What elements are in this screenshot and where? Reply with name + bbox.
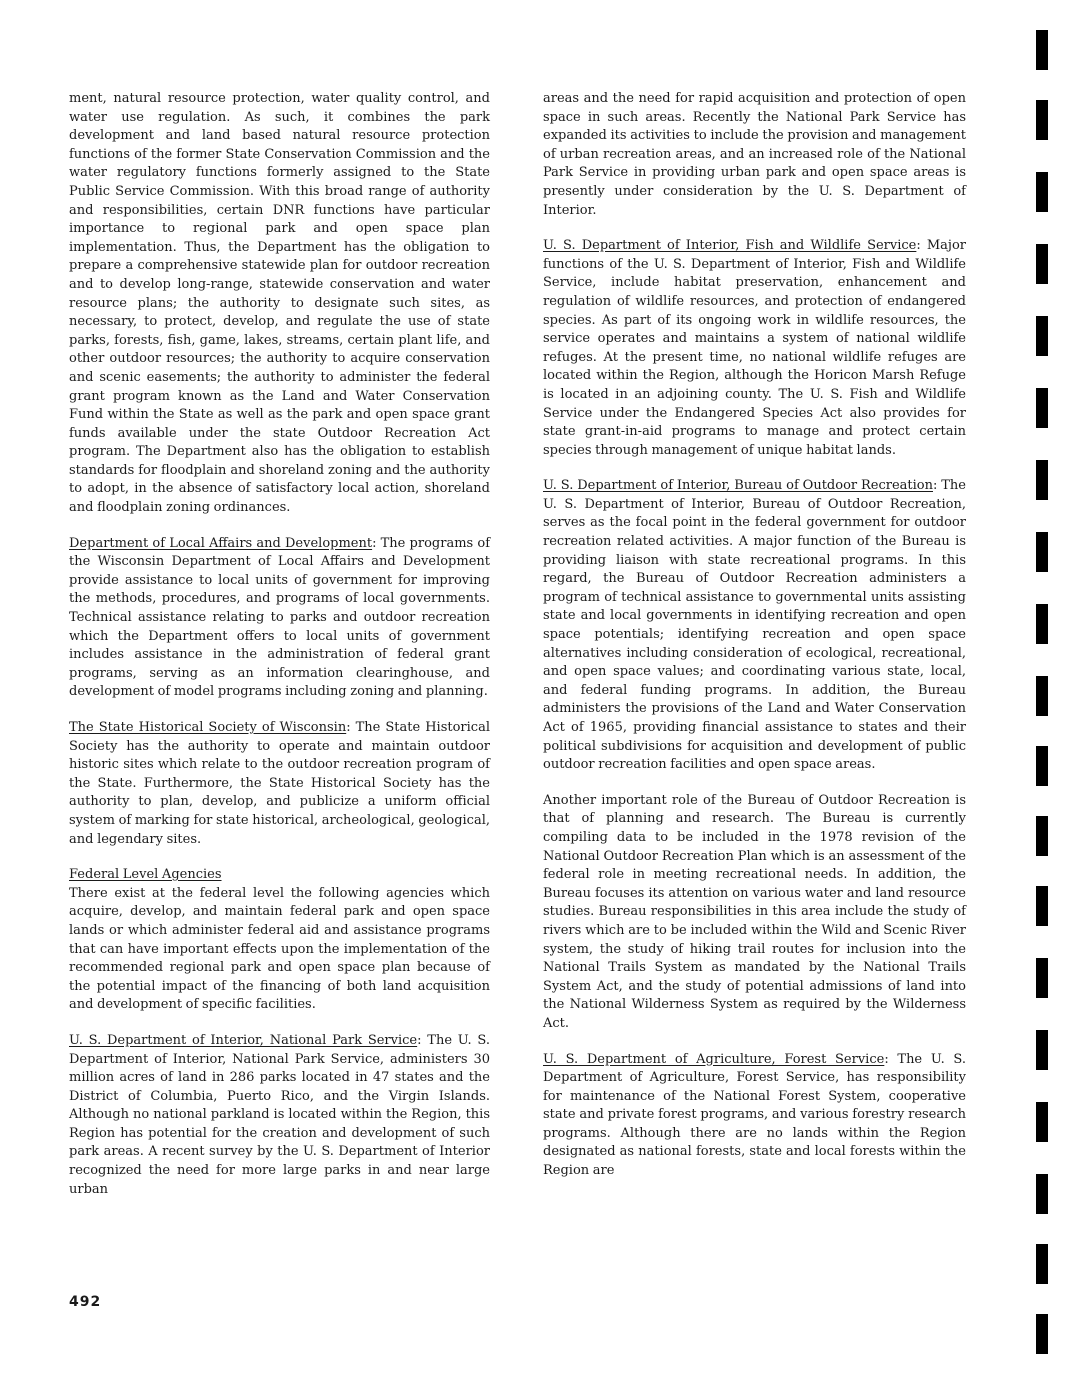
paragraph — [69, 719, 490, 849]
paragraph — [543, 90, 966, 220]
registration-mark — [1036, 316, 1048, 356]
paragraph — [543, 1051, 966, 1181]
paragraph-text: areas and the need for rapid acquisition and protection of open space in such areas. Recently the National Park Service has expanded its activities to include the provision and management of urban recreation areas, and an increased role of the National Park Service in providing urban park and open space areas is presently under consideration by the U. S. Department of Interior. — [543, 91, 966, 218]
paragraph — [69, 866, 490, 1015]
paragraph-text: ment, natural resource protection, water quality control, and water use regulation. As such, it combines the park development and land based natural resource protection functions of the former State Conservation Commission and the water regulatory functions formerly assigned to the State Public Service Commission. With this broad range of authority and responsibilities, certain DNR functions have particular importance to regional park and open space plan implementation. Thus, the Department has the obligation to prepare a comprehensive statewide plan for outdoor recreation and to develop long-range, statewide conservation and water resource plans; the authority to designate such sites, as necessary, to protect, develop, and regulate the use of state parks, forests, fish, game, lakes, streams, certain plant life, and other outdoor resources; the authority to acquire conservation and scenic easements; the authority to administer the federal grant program known as the Land and Water Conservation Fund within the State as well as the park and open space grant funds available under the state Outdoor Recreation Act program. The Department also has the obligation to establish standards for floodplain and shoreland zoning and the authority to adopt, in the absence of satisfactory local action, shoreland and floodplain zoning ordinances. — [69, 91, 490, 516]
paragraph-text: There exist at the federal level the following agencies which acquire, develop, and maintain federal park and open space lands or which administer federal aid and assistance programs that can have important effects upon the implementation of the recommended regional park and open space plan because of the potential impact of the financing of both land acquisition and development of specific facilities. — [69, 885, 490, 1013]
paragraph-text: : The U. S. Department of Interior, National Park Service, administers 30 million acres of land in 286 parks located in 47 states and the District of Columbia, Puerto Rico, and the Virgin Islands. Although no national parkland is located within the Region, this Region has potential for the creation and development of such park areas. A recent survey by the U. S. Department of Interior recognized the need for more large parks in and near large urban — [69, 1032, 491, 1197]
section-heading: U. S. Department of Agriculture, Forest Service — [543, 1051, 885, 1067]
section-heading: Department of Local Affairs and Development — [69, 535, 373, 551]
left-column — [69, 90, 490, 1216]
registration-mark — [1036, 532, 1048, 572]
registration-mark — [1036, 388, 1048, 428]
registration-mark — [1036, 30, 1048, 70]
registration-mark — [1036, 1174, 1048, 1214]
paragraph-text: Another important role of the Bureau of Outdoor Recreation is that of planning and research. The Bureau is currently compiling data to be included in the 1978 revision of the National Outdoor Recreation Plan which is an assessment of the federal role in meeting recreational needs. In addition, the Bureau focuses its attention on various water and land resource studies. Bureau responsibilities in this area include the study of rivers which are to be included within the Wild and Scenic River system, the study of hiking trail routes for inclusion into the National Trails System as mandated by the National Trails System Act, and the study of potential admissions of land into the National Wilderness System as required by the Wilderness Act. — [543, 792, 966, 1031]
registration-mark — [1036, 1030, 1048, 1070]
registration-mark — [1036, 1102, 1048, 1142]
paragraph-text: : The U. S. Department of Interior, Bureau of Outdoor Recreation, serves as the focal point in the federal government for outdoor recreation related activities. A major function of the Bureau is providing liaison with state recreational programs. In this regard, the Bureau of Outdoor Recreation administers a program of technical assistance to governmental units assisting state and local governments in identifying recreation and open space potentials; identifying recreation and open space alternatives including consideration of ecological, recreational, and open space values; and coordinating various state, local, and federal funding programs. In addition, the Bureau administers the provisions of the Land and Water Conservation Act of 1965, providing financial assistance to states and their political subdivisions for acquisition and development of public outdoor recreation facilities and open space areas. — [543, 478, 966, 773]
paragraph — [69, 90, 490, 518]
paragraph — [543, 792, 966, 1034]
paragraph-text: : The State Historical Society has the authority to operate and maintain outdoor historic sites which relate to the outdoor recreation program of the State. Furthermore, the State Historical Society has the authority to plan, develop, and publicize a uniform official system of marking for state historical, archeological, geological, and legendary sites. — [69, 720, 490, 847]
page-number: 492 — [69, 1294, 102, 1310]
registration-mark — [1036, 958, 1048, 998]
registration-mark — [1036, 676, 1048, 716]
paragraph — [543, 237, 966, 460]
section-heading: Federal Level Agencies — [69, 867, 222, 883]
registration-mark — [1036, 460, 1048, 500]
paragraph-text: : The U. S. Department of Agriculture, Forest Service, has responsibility for maintenance of the National Forest System, cooperative state and private forest programs, and various forestry research programs. Although there are no lands within the Region designated as national forests, state and local forests within the Region are — [543, 1051, 966, 1179]
registration-mark — [1036, 172, 1048, 212]
registration-mark — [1036, 244, 1048, 284]
registration-mark — [1036, 816, 1048, 856]
section-heading: U. S. Department of Interior, Bureau of Outdoor Recreation — [543, 478, 933, 494]
registration-mark — [1036, 746, 1048, 786]
paragraph — [543, 477, 966, 775]
section-heading: U. S. Department of Interior, National Park Service — [69, 1032, 418, 1048]
scan-registration-marks — [1036, 0, 1050, 1380]
paragraph — [69, 535, 490, 702]
registration-mark — [1036, 604, 1048, 644]
registration-mark — [1036, 100, 1048, 140]
registration-mark — [1036, 886, 1048, 926]
paragraph-text: : The programs of the Wisconsin Department of Local Affairs and Development provide assistance to local units of government for improving the methods, procedures, and programs of local governments. Technical assistance relating to parks and outdoor recreation which the Department offers to local units of government includes assistance in the administration of federal grant programs, serving as an information clearinghouse, and development of model programs including zoning and planning. — [69, 535, 490, 700]
right-column — [543, 90, 966, 1198]
section-heading: U. S. Department of Interior, Fish and Wildlife Service — [543, 238, 917, 254]
registration-mark — [1036, 1244, 1048, 1284]
paragraph — [69, 1032, 490, 1199]
registration-mark — [1036, 1314, 1048, 1354]
paragraph-text: : Major functions of the U. S. Department of Interior, Fish and Wildlife Service, include habitat preservation, enhancement and regulation of wildlife resources, and protection of endangered species. As part of its ongoing work in wildlife resources, the service operates and maintains a system of national wildlife refuges. At the present time, no national wildlife refuges are located within the Region, although the Horicon Marsh Refuge is located in an adjoining county. The U. S. Fish and Wildlife Service under the Endangered Species Act also provides for state grant-in-aid programs to manage and protect certain species through management of unique habitat lands. — [543, 238, 967, 458]
section-heading: The State Historical Society of Wisconsin — [69, 720, 347, 735]
